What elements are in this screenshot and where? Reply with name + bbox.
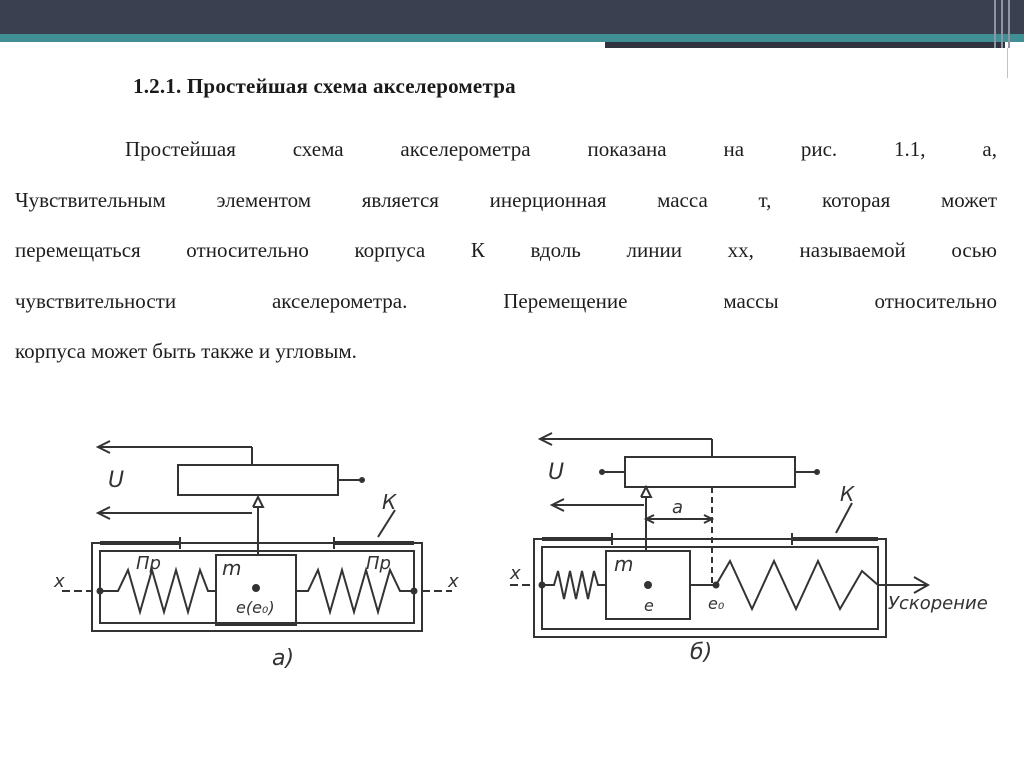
label-x-right-a: x — [448, 571, 459, 592]
label-m-b: m — [614, 552, 634, 576]
label-m-a: m — [222, 556, 242, 580]
label-k-a: К — [382, 490, 397, 514]
body-paragraph — [15, 124, 997, 377]
label-a-b: a — [672, 497, 684, 518]
paragraph-line: корпуса может быть также и угловым. — [15, 339, 357, 363]
label-e-b: e — [644, 596, 654, 615]
accelerometer-diagram — [40, 425, 1020, 715]
label-k-b: К — [840, 482, 855, 506]
spring-right-a — [296, 570, 414, 612]
label-x-left-a: x — [54, 571, 65, 592]
caption-a: а) — [272, 646, 295, 671]
potentiometer-b — [625, 457, 795, 487]
paragraph-line: Чувствительным элементом является инерционная масса т, которая может — [15, 187, 997, 212]
slide-dark-stripe — [605, 42, 1005, 48]
label-e0-b: e₀ — [708, 594, 725, 613]
housing-outer-b — [534, 539, 886, 637]
paragraph-line: Простейшая схема акселерометра показана на рис. 1.1, а, — [125, 137, 997, 161]
spring-left-b — [542, 571, 606, 599]
slide-accent-stripe — [0, 34, 1024, 42]
paragraph-line: чувствительности акселерометра. Перемещение массы относительно — [15, 288, 997, 313]
edge-decoration — [1007, 48, 1008, 78]
paragraph-line: перемещаться относительно корпуса К вдоль линии хх, называемой осью — [15, 238, 997, 262]
label-u-b: U — [548, 460, 565, 485]
caption-b: б) — [690, 640, 713, 665]
slide-top-bar — [0, 0, 1024, 34]
label-u-a: U — [108, 468, 125, 493]
housing-inner-b — [542, 547, 878, 629]
spring-left-a — [100, 570, 216, 612]
label-e-a: e(e₀) — [236, 598, 275, 617]
corner-decoration — [992, 0, 1014, 48]
label-spring-right-a: Пр — [366, 553, 391, 574]
label-spring-left-a: Пр — [136, 553, 161, 574]
label-acceleration: Ускорение — [888, 593, 988, 614]
potentiometer-a — [178, 465, 338, 495]
section-heading: 1.2.1. Простейшая схема акселерометра — [133, 74, 516, 98]
label-x-b: x — [510, 563, 521, 584]
